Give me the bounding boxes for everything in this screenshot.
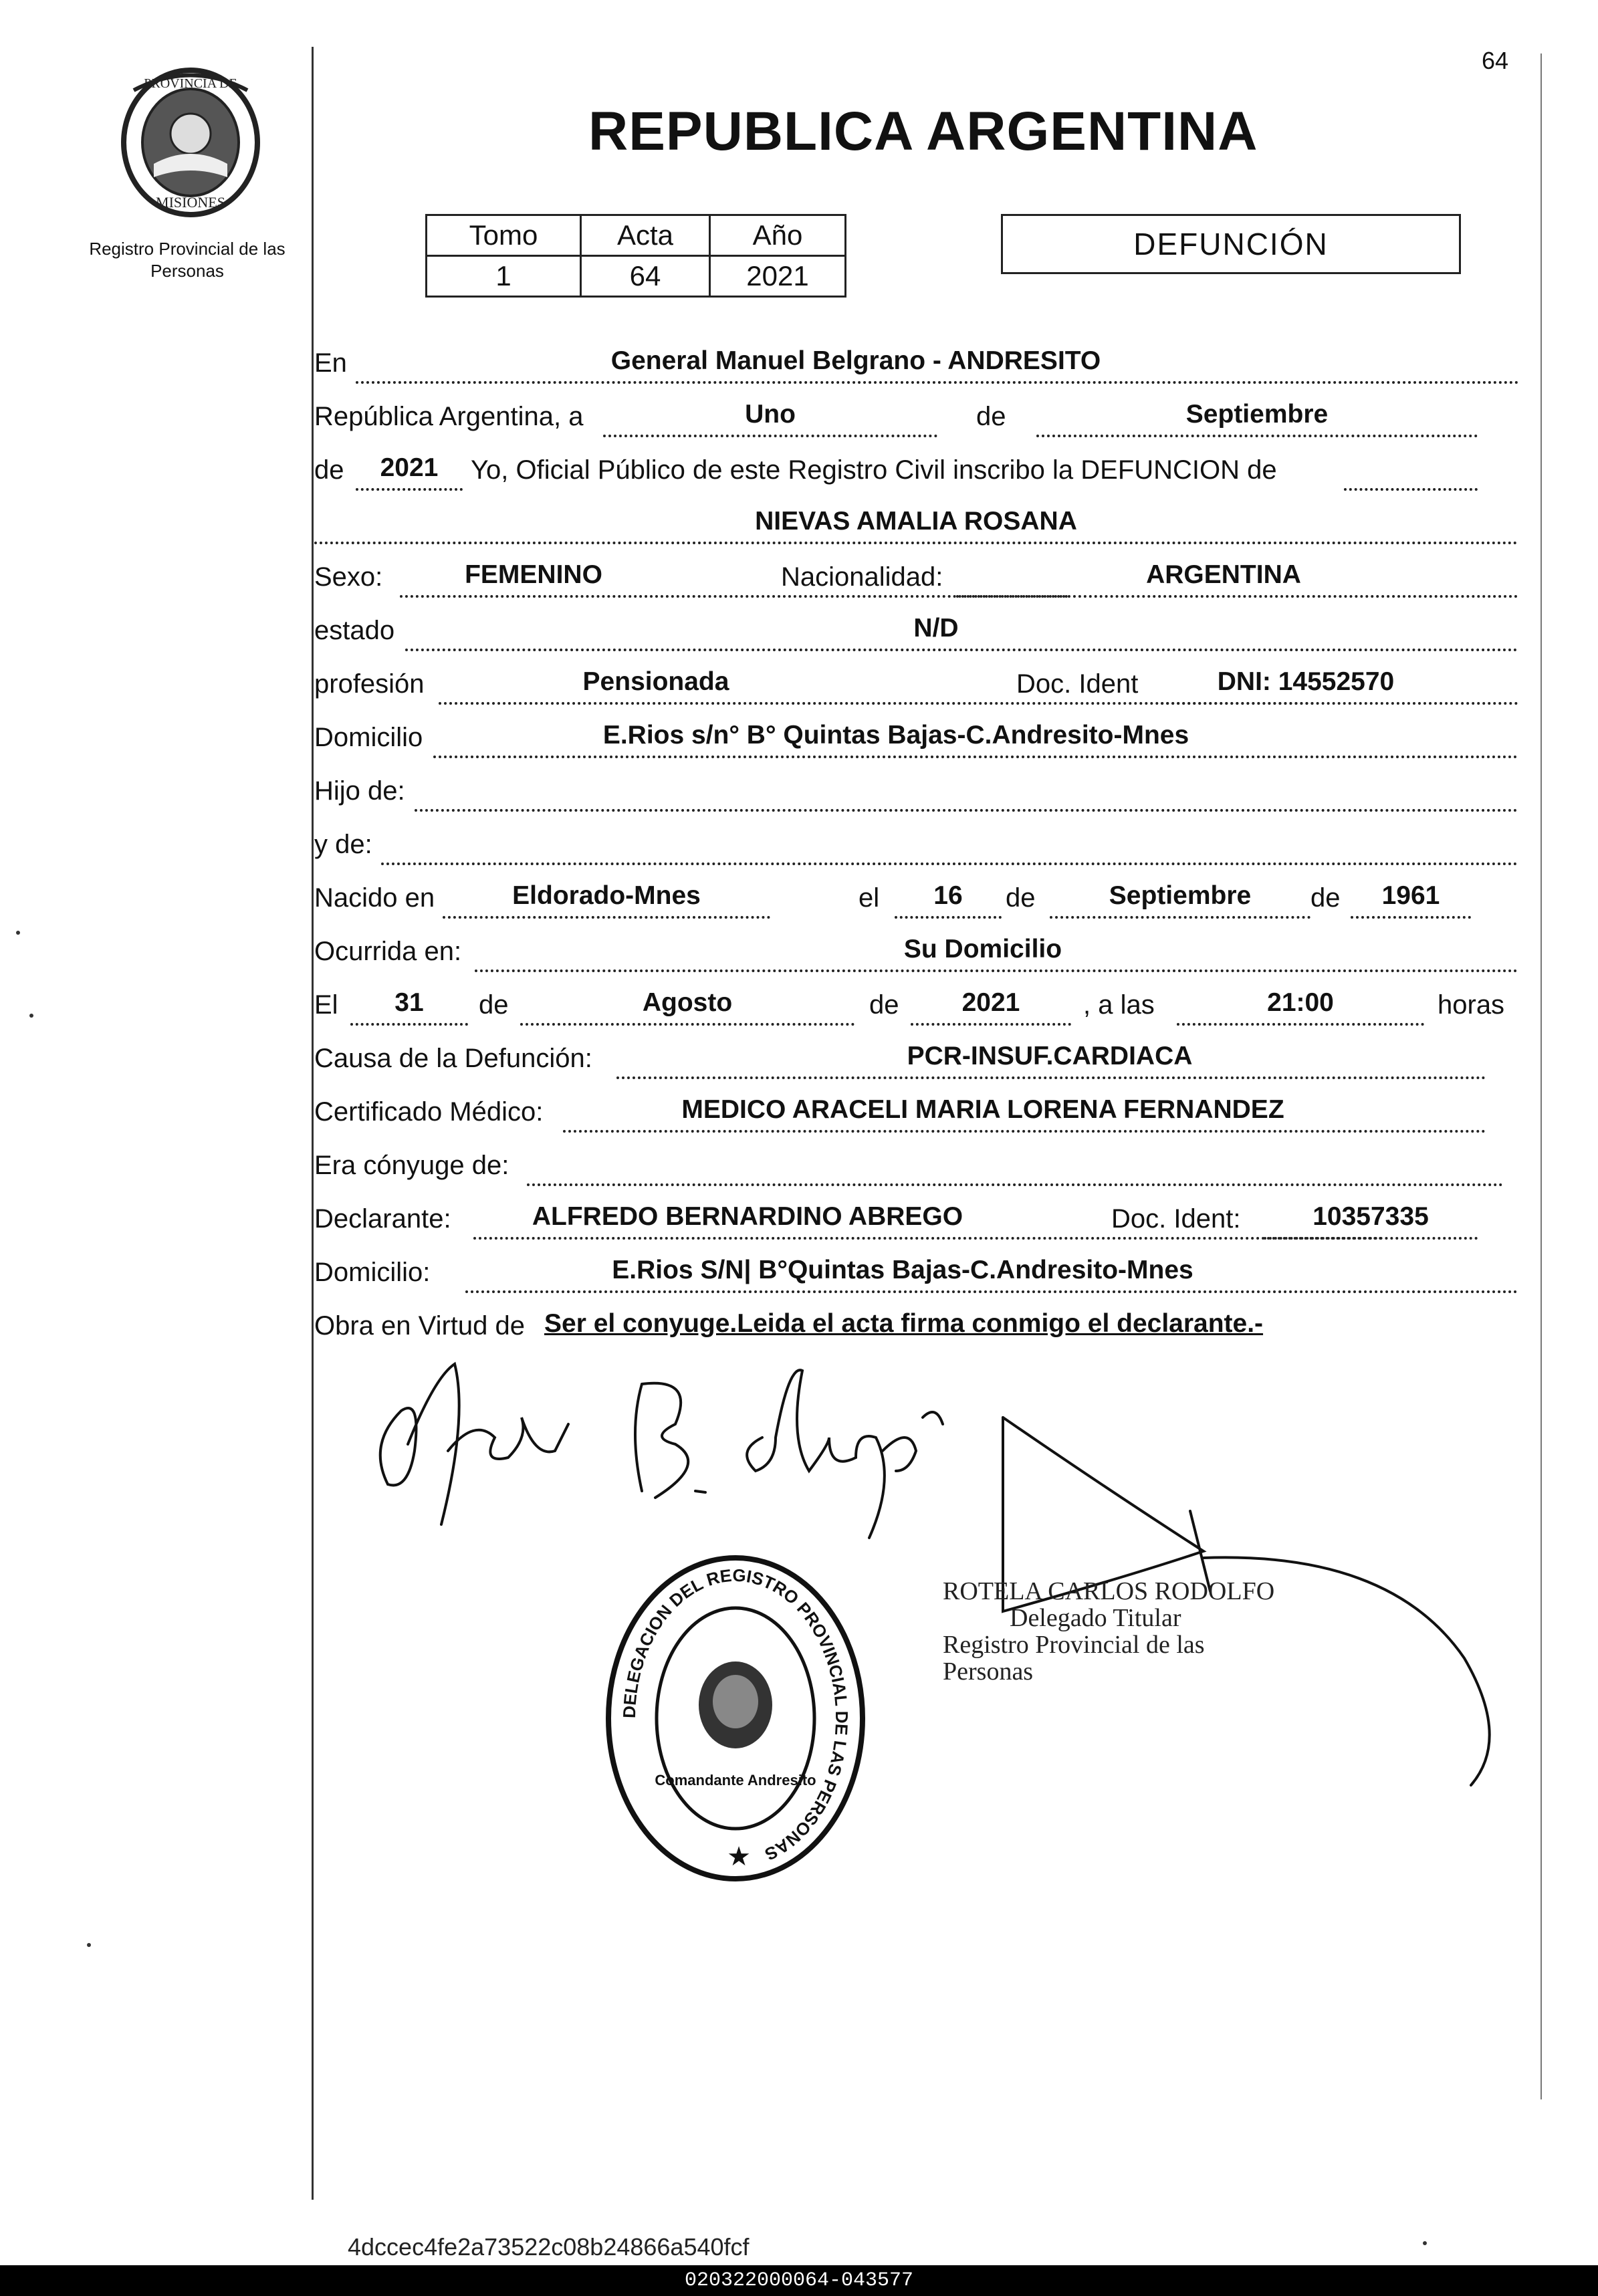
def-hora-line	[1177, 1023, 1424, 1026]
nac-mes-value: Septiembre	[1109, 881, 1252, 910]
de-def-anio-label: de	[869, 990, 899, 1020]
table-header-tomo: Tomo	[427, 215, 581, 256]
obra-label: Obra en Virtud de	[314, 1311, 526, 1341]
day-value: Uno	[745, 400, 796, 429]
svg-text:PROVINCIA DE: PROVINCIA DE	[144, 76, 237, 91]
document-hash: 4dccec4fe2a73522c08b24866a540fcf	[348, 2233, 750, 2261]
row-yde	[314, 822, 1518, 869]
seal-inner-text: Comandante Andresito	[655, 1772, 816, 1789]
month-line	[1036, 435, 1478, 437]
place-line	[356, 381, 1519, 384]
provincia-misiones-seal	[114, 64, 267, 217]
certificado-label: Certificado Médico:	[314, 1097, 544, 1127]
sexo-value: FEMENINO	[465, 560, 602, 589]
nac-mes-line	[1050, 916, 1310, 919]
row-causa	[314, 1036, 1518, 1083]
nacido-lugar-value: Eldorado-Mnes	[512, 881, 701, 910]
record-table	[425, 214, 846, 298]
declarante-label: Declarante:	[314, 1204, 451, 1234]
table-cell-acta: 64	[581, 256, 710, 297]
causa-line	[616, 1076, 1486, 1079]
row-hijo	[314, 769, 1518, 816]
el-cap-label: El	[314, 990, 338, 1020]
conyuge-label: Era cónyuge de:	[314, 1151, 509, 1180]
decl-domicilio-line	[465, 1290, 1518, 1293]
domicilio-value: E.Rios s/n° B° Quintas Bajas-C.Andresito-Mnes	[602, 721, 1189, 750]
row-name	[314, 501, 1518, 548]
nacionalidad-line	[956, 595, 1518, 598]
year-line	[356, 488, 463, 491]
table-cell-tomo: 1	[427, 256, 581, 297]
svg-text:★: ★	[727, 1842, 751, 1871]
causa-label: Causa de la Defunción:	[314, 1044, 592, 1073]
row-profesion	[314, 662, 1518, 709]
official-stamp	[943, 1578, 1290, 1685]
seal-ring-text: DELEGACION DEL REGISTRO PROVINCIAL DE LAS PERSONAS	[618, 1565, 852, 1865]
estado-value: N/D	[913, 614, 959, 643]
hijo-label: Hijo de:	[314, 776, 405, 806]
act-type-box: DEFUNCIÓN	[1001, 214, 1461, 274]
decl-domicilio-value: E.Rios S/N| B°Quintas Bajas-C.Andresito-Mnes	[612, 1256, 1193, 1284]
certificado-line	[563, 1130, 1486, 1133]
row-intro	[314, 448, 1518, 495]
official-title: Delegado Titular	[1010, 1604, 1181, 1632]
domicilio-line	[433, 756, 1518, 758]
row-domicilio	[314, 715, 1518, 762]
row-ocurrida	[314, 929, 1518, 976]
place-value: General Manuel Belgrano - ANDRESITO	[610, 346, 1101, 375]
declarante-value: ALFREDO BERNARDINO ABREGO	[532, 1202, 963, 1231]
de-mes-label: de	[1006, 883, 1036, 913]
table-cell-anio: 2021	[710, 256, 846, 297]
barcode-id-bar: 020322000064-043577	[0, 2265, 1598, 2296]
scan-speck	[1423, 2241, 1427, 2245]
row-fecha-defuncion	[314, 983, 1518, 1030]
scan-speck	[87, 1943, 91, 1947]
el-label: el	[859, 883, 880, 913]
ocurrida-line	[475, 969, 1518, 972]
row-nacido	[314, 876, 1518, 923]
yde-label: y de:	[314, 830, 372, 859]
def-anio-line	[911, 1023, 1071, 1026]
row-estado	[314, 608, 1518, 655]
year-value: 2021	[380, 453, 439, 482]
estado-label: estado	[314, 616, 395, 645]
decl-doc-value: 10357335	[1312, 1202, 1429, 1231]
de-anio-label: de	[1310, 883, 1341, 913]
left-margin-rule	[312, 47, 314, 2200]
page-title: REPUBLICA ARGENTINA	[588, 101, 1258, 162]
nac-anio-line	[1351, 916, 1471, 919]
svg-text:MISIONES: MISIONES	[156, 194, 225, 211]
nac-dia-line	[895, 916, 1002, 919]
nacido-lugar-line	[443, 916, 770, 919]
ocurrida-label: Ocurrida en:	[314, 937, 462, 966]
row-conyuge	[314, 1143, 1518, 1190]
table-header-acta: Acta	[581, 215, 710, 256]
domicilio-label: Domicilio	[314, 723, 423, 752]
nac-anio-value: 1961	[1381, 881, 1440, 910]
scan-speck	[16, 931, 20, 935]
table-header-anio: Año	[710, 215, 846, 256]
conyuge-line	[527, 1183, 1503, 1186]
name-line	[314, 542, 1518, 544]
month-value: Septiembre	[1185, 400, 1329, 429]
nacionalidad-label: Nacionalidad:	[781, 562, 943, 592]
delegation-seal	[595, 1551, 876, 1885]
nacionalidad-value: ARGENTINA	[1146, 560, 1301, 589]
row-declarante	[314, 1197, 1518, 1244]
registry-label: Registro Provincial de las Personas	[89, 239, 286, 281]
profesion-value: Pensionada	[582, 667, 729, 696]
def-mes-value: Agosto	[642, 988, 733, 1017]
right-margin-rule	[1540, 53, 1542, 2099]
deceased-name: NIEVAS AMALIA ROSANA	[755, 507, 1077, 536]
profesion-label: profesión	[314, 669, 425, 699]
row-place	[314, 341, 1518, 388]
de-label: de	[976, 402, 1006, 431]
day-line	[603, 435, 937, 437]
scan-speck	[29, 1014, 33, 1018]
def-dia-value: 31	[394, 988, 424, 1017]
ocurrida-value: Su Domicilio	[903, 935, 1062, 963]
doc-label: Doc. Ident	[1016, 669, 1139, 699]
decl-doc-line	[1264, 1237, 1478, 1240]
doc-line	[1161, 702, 1518, 705]
row-date	[314, 394, 1518, 441]
nacido-label: Nacido en	[314, 883, 435, 913]
def-anio-value: 2021	[961, 988, 1020, 1017]
de-year-label: de	[314, 455, 344, 485]
row-certificado	[314, 1090, 1518, 1137]
def-dia-line	[350, 1023, 468, 1026]
intro-line	[1344, 488, 1478, 491]
obra-value: Ser el conyuge.Leida el acta firma conmigo el declarante.-	[544, 1309, 1264, 1338]
row-sex-nationality	[314, 555, 1518, 602]
causa-value: PCR-INSUF.CARDIACA	[907, 1042, 1193, 1070]
en-label: En	[314, 348, 347, 378]
decl-doc-label: Doc. Ident:	[1111, 1204, 1241, 1234]
yde-line	[381, 863, 1518, 865]
def-hora-value: 21:00	[1267, 988, 1334, 1017]
row-decl-domicilio	[314, 1250, 1518, 1297]
declarante-line	[473, 1237, 1383, 1240]
a-las-label: , a las	[1083, 990, 1155, 1020]
estado-line	[405, 649, 1518, 651]
certificado-value: MEDICO ARACELI MARIA LORENA FERNANDEZ	[681, 1095, 1284, 1124]
hijo-line	[415, 809, 1518, 812]
official-org: Registro Provincial de las Personas	[943, 1631, 1205, 1686]
official-name: ROTELA CARLOS RODOLFO	[943, 1577, 1275, 1605]
nac-dia-value: 16	[933, 881, 963, 910]
de-def-mes-label: de	[479, 990, 509, 1020]
page-number: 64	[1482, 47, 1509, 74]
def-mes-line	[520, 1023, 854, 1026]
republica-label: República Argentina, a	[314, 402, 584, 431]
sexo-label: Sexo:	[314, 562, 383, 592]
doc-value: DNI: 14552570	[1217, 667, 1395, 696]
intro-text: Yo, Oficial Público de este Registro Civil inscribo la DEFUNCION de	[471, 455, 1277, 485]
decl-domicilio-label: Domicilio:	[314, 1258, 431, 1287]
horas-label: horas	[1438, 990, 1505, 1020]
